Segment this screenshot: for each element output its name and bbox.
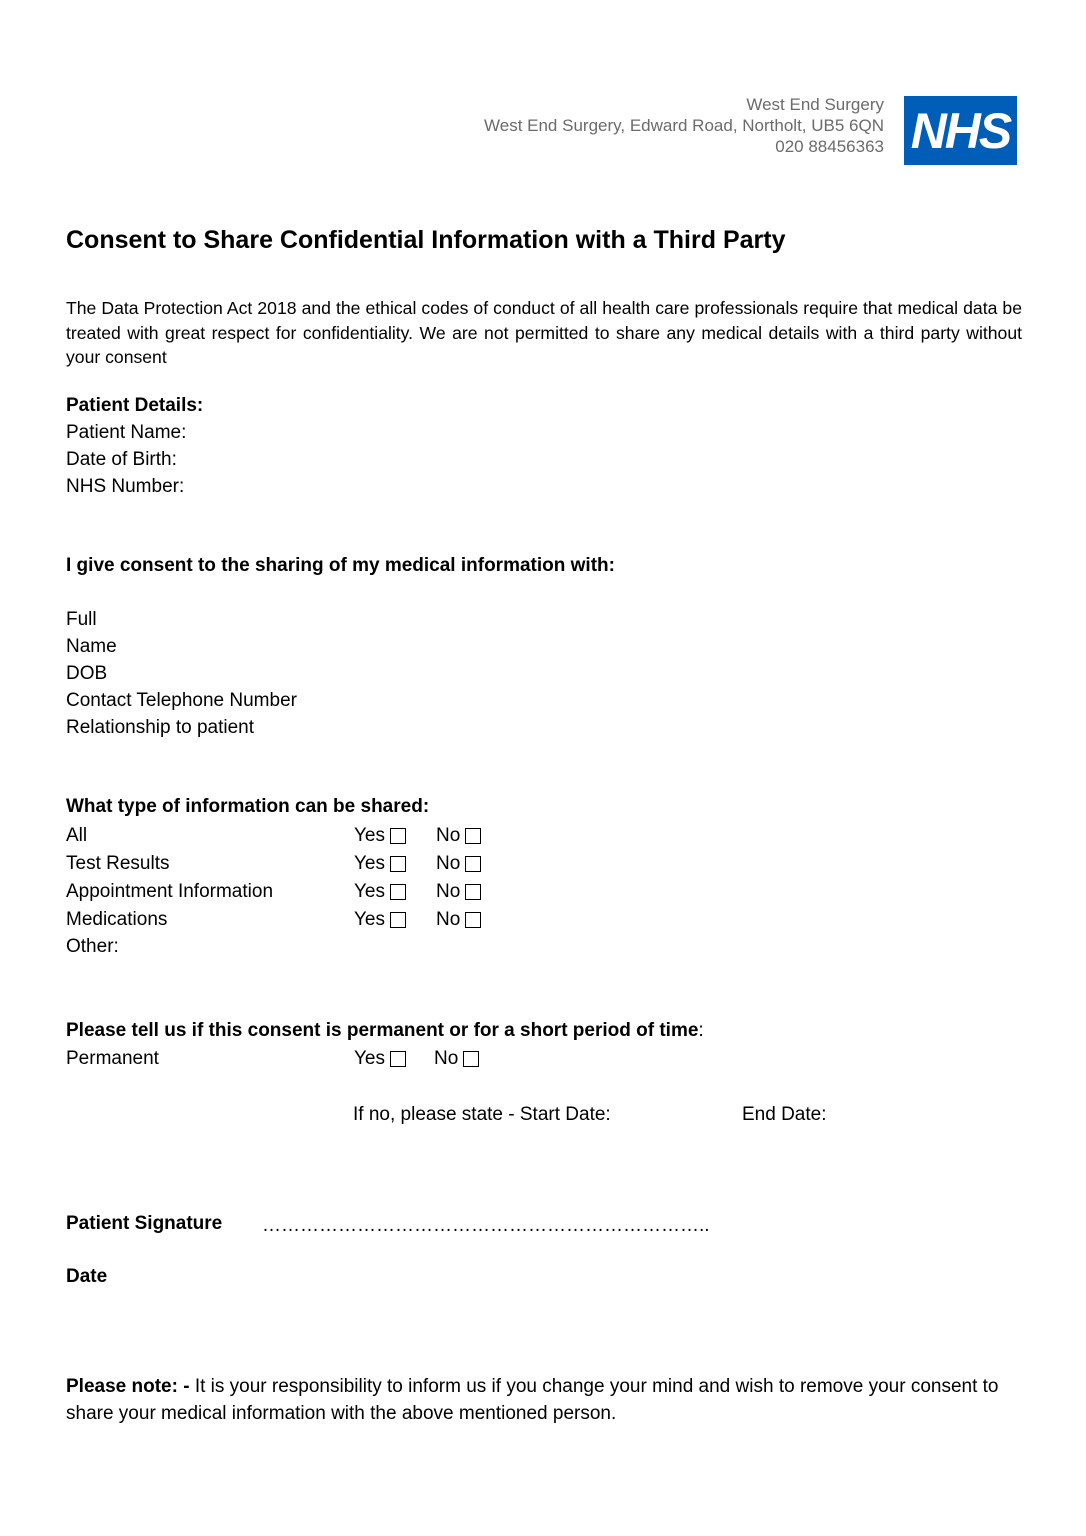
duration-heading-text: Please tell us if this consent is permanent or for a short period of time [66,1020,699,1041]
signature-line[interactable]: …………………………………………………………….. [262,1215,710,1236]
no-checkbox[interactable] [465,856,481,872]
dob-label: Date of Birth: [66,449,177,470]
permanent-no-checkbox[interactable] [463,1051,479,1067]
info-row-yes [354,881,406,903]
no-label: No [436,825,461,846]
duration-heading [66,1020,704,1042]
signature-label: Patient Signature [66,1213,223,1234]
start-date-label: If no, please state - Start Date: [353,1104,611,1125]
consent-heading: I give consent to the sharing of my medical information with: [66,555,615,576]
info-row-no [436,881,481,903]
info-row-no [436,853,481,875]
note-label: Please note: - [66,1376,190,1397]
no-checkbox[interactable] [465,912,481,928]
consent-field-name: Name [66,636,117,657]
consent-field-phone: Contact Telephone Number [66,690,297,711]
please-note [66,1373,1006,1427]
no-checkbox[interactable] [465,884,481,900]
practice-name: West End Surgery [746,95,884,114]
no-label: No [436,881,461,902]
info-row-label: All [66,825,88,846]
info-row-no [436,909,481,931]
practice-header [484,94,884,157]
no-label: No [436,909,461,930]
yes-label: Yes [354,1048,385,1069]
yes-checkbox[interactable] [390,884,406,900]
permanent-yes [354,1048,406,1070]
consent-field-relationship: Relationship to patient [66,717,255,738]
consent-field-dob: DOB [66,663,108,684]
info-row-yes [354,853,406,875]
yes-label: Yes [354,881,385,902]
patient-details-heading: Patient Details: [66,395,204,416]
yes-checkbox[interactable] [390,912,406,928]
yes-checkbox[interactable] [390,856,406,872]
permanent-yes-checkbox[interactable] [390,1051,406,1067]
patient-name-label: Patient Name: [66,422,187,443]
info-types-heading: What type of information can be shared: [66,796,430,817]
note-text: It is your responsibility to inform us if you change your mind and wish to remove your consent to share your medical information with the above mentioned person. [66,1376,999,1424]
no-checkbox[interactable] [465,828,481,844]
yes-label: Yes [354,909,385,930]
practice-address: West End Surgery, Edward Road, Northolt, UB5 6QN [484,116,884,135]
yes-label: Yes [354,853,385,874]
intro-paragraph: The Data Protection Act 2018 and the ethical codes of conduct of all health care professionals require that medical data be treated with great respect for confidentiality. We are not permitted to share any medical details with a third party without your consent [66,298,1022,367]
consent-field-full: Full [66,609,97,630]
info-row-yes [354,909,406,931]
nhs-number-label: NHS Number: [66,476,185,497]
end-date-label: End Date: [742,1104,827,1125]
no-label: No [436,853,461,874]
duration-heading-suffix: : [698,1020,704,1041]
nhs-logo [904,96,1017,165]
info-row-no [436,825,481,847]
page-title: Consent to Share Confidential Information with a Third Party [66,226,786,254]
other-label: Other: [66,936,119,957]
yes-checkbox[interactable] [390,828,406,844]
yes-label: Yes [354,825,385,846]
info-row-label: Test Results [66,853,170,874]
info-row-label: Medications [66,909,168,930]
permanent-no [434,1048,479,1070]
practice-phone: 020 88456363 [775,137,884,156]
info-row-label: Appointment Information [66,881,274,902]
permanent-label: Permanent [66,1048,159,1069]
no-label: No [434,1048,459,1069]
info-row-yes [354,825,406,847]
nhs-logo-text: NHS [910,102,1011,159]
date-label: Date [66,1266,108,1287]
